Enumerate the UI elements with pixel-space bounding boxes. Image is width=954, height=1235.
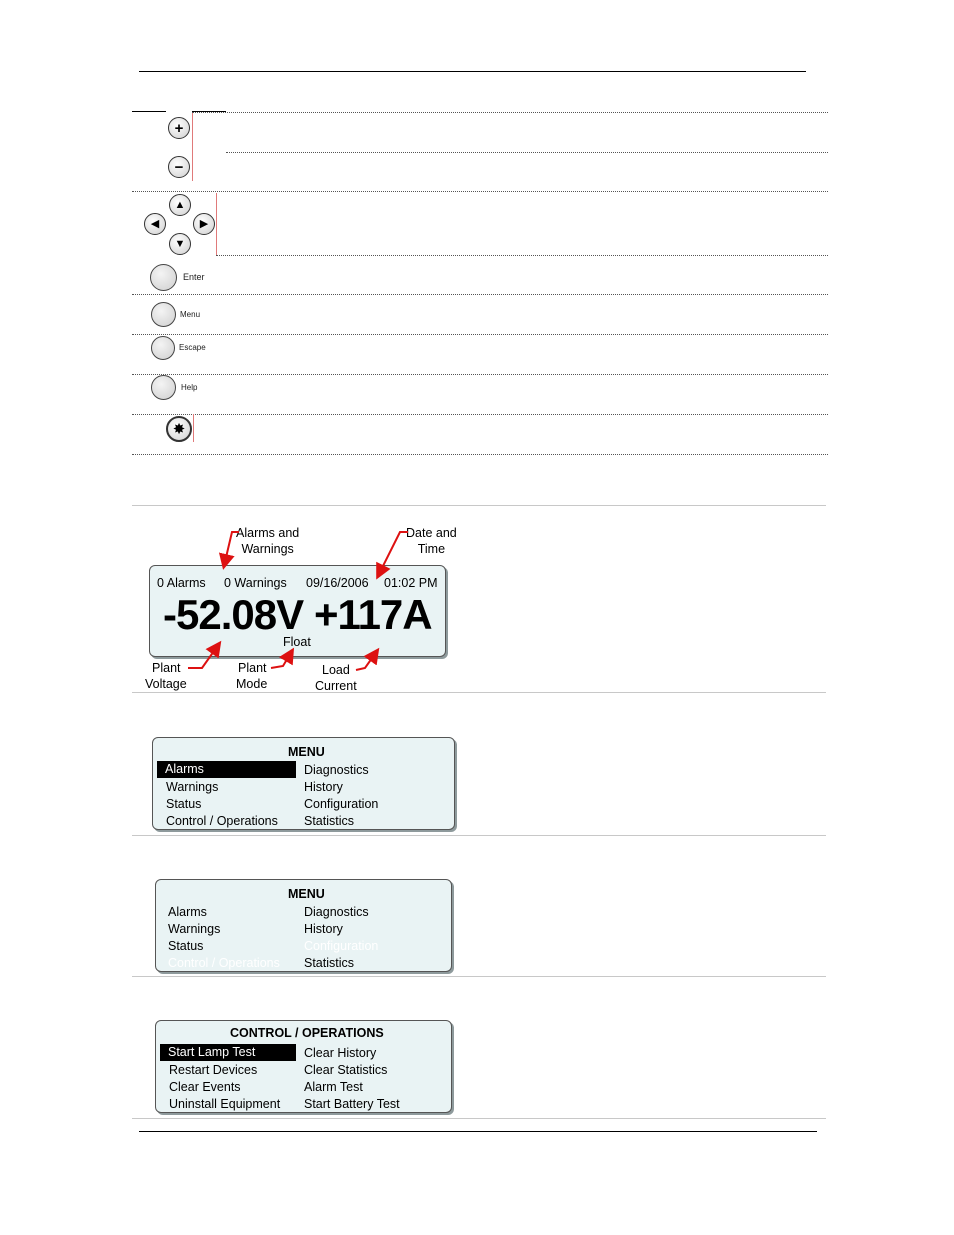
control-item-clear-events[interactable]: Clear Events	[169, 1080, 241, 1094]
callout-plant-mode: Plant Mode	[236, 661, 268, 691]
menu-item-history[interactable]: History	[304, 780, 343, 794]
control-item-clear-history[interactable]: Clear History	[304, 1046, 377, 1060]
arrow-down-icon: ▼	[174, 237, 186, 250]
control-item-alarm-test[interactable]: Alarm Test	[304, 1080, 363, 1094]
enter-label: Enter	[183, 272, 205, 282]
callout-alarms-warnings: Alarms and Warnings	[236, 526, 300, 556]
callout-plant-voltage: Plant Voltage	[145, 661, 187, 691]
menu-item-alarms[interactable]: Alarms	[157, 761, 296, 778]
callout-load-current: Load Current	[315, 663, 357, 693]
menu-item-diagnostics[interactable]: Diagnostics	[304, 763, 369, 777]
control-item-start-battery-test[interactable]: Start Battery Test	[304, 1097, 400, 1111]
help-label: Help	[181, 383, 198, 392]
arrow-plant-voltage	[188, 644, 219, 668]
menu-title: MENU	[288, 745, 325, 759]
restricted-menu-title: MENU	[288, 887, 325, 901]
menu-label: Menu	[180, 310, 201, 319]
arrow-date-time	[378, 532, 408, 576]
restricted-item-warnings[interactable]: Warnings	[168, 922, 221, 936]
menu-item-warnings[interactable]: Warnings	[166, 780, 219, 794]
restricted-item-history[interactable]: History	[304, 922, 343, 936]
arrow-up-icon: ▲	[174, 198, 186, 211]
restricted-item-statistics[interactable]: Statistics	[304, 956, 355, 970]
arrow-load-current	[356, 651, 377, 670]
arrow-right-icon: ▶	[199, 217, 209, 230]
arrow-alarms-warnings	[224, 532, 239, 566]
plus-icon: +	[174, 119, 184, 137]
alarm-count: 0 Alarms	[157, 576, 206, 590]
restricted-item-configuration: Configuration	[304, 939, 379, 953]
restricted-item-control-operations: Control / Operations	[168, 956, 280, 970]
restricted-item-diagnostics[interactable]: Diagnostics	[304, 905, 369, 919]
lamp-icon: ✸	[172, 420, 186, 438]
current-readout: +117A	[314, 591, 432, 638]
plant-mode-readout: Float	[283, 635, 311, 649]
arrow-plant-mode	[271, 651, 292, 668]
time-readout: 01:02 PM	[384, 576, 438, 590]
control-title: CONTROL / OPERATIONS	[230, 1026, 384, 1040]
menu-item-statistics[interactable]: Statistics	[304, 814, 355, 828]
voltage-readout: -52.08V	[163, 591, 304, 638]
minus-icon: −	[174, 158, 184, 176]
menu-item-control-operations[interactable]: Control / Operations	[166, 814, 278, 828]
restricted-item-alarms[interactable]: Alarms	[168, 905, 207, 919]
restricted-item-status[interactable]: Status	[168, 939, 204, 953]
control-item-clear-statistics[interactable]: Clear Statistics	[304, 1063, 388, 1077]
menu-item-status[interactable]: Status	[166, 797, 202, 811]
date-readout: 09/16/2006	[306, 576, 369, 590]
control-item-start-lamp-test[interactable]: Start Lamp Test	[160, 1044, 296, 1061]
callout-date-time: Date and Time	[406, 526, 457, 556]
arrow-left-icon: ◀	[150, 217, 160, 230]
warning-count: 0 Warnings	[224, 576, 287, 590]
escape-label: Escape	[179, 343, 206, 352]
control-item-restart-devices[interactable]: Restart Devices	[169, 1063, 258, 1077]
control-item-uninstall-equipment[interactable]: Uninstall Equipment	[169, 1097, 281, 1111]
menu-item-configuration[interactable]: Configuration	[304, 797, 379, 811]
